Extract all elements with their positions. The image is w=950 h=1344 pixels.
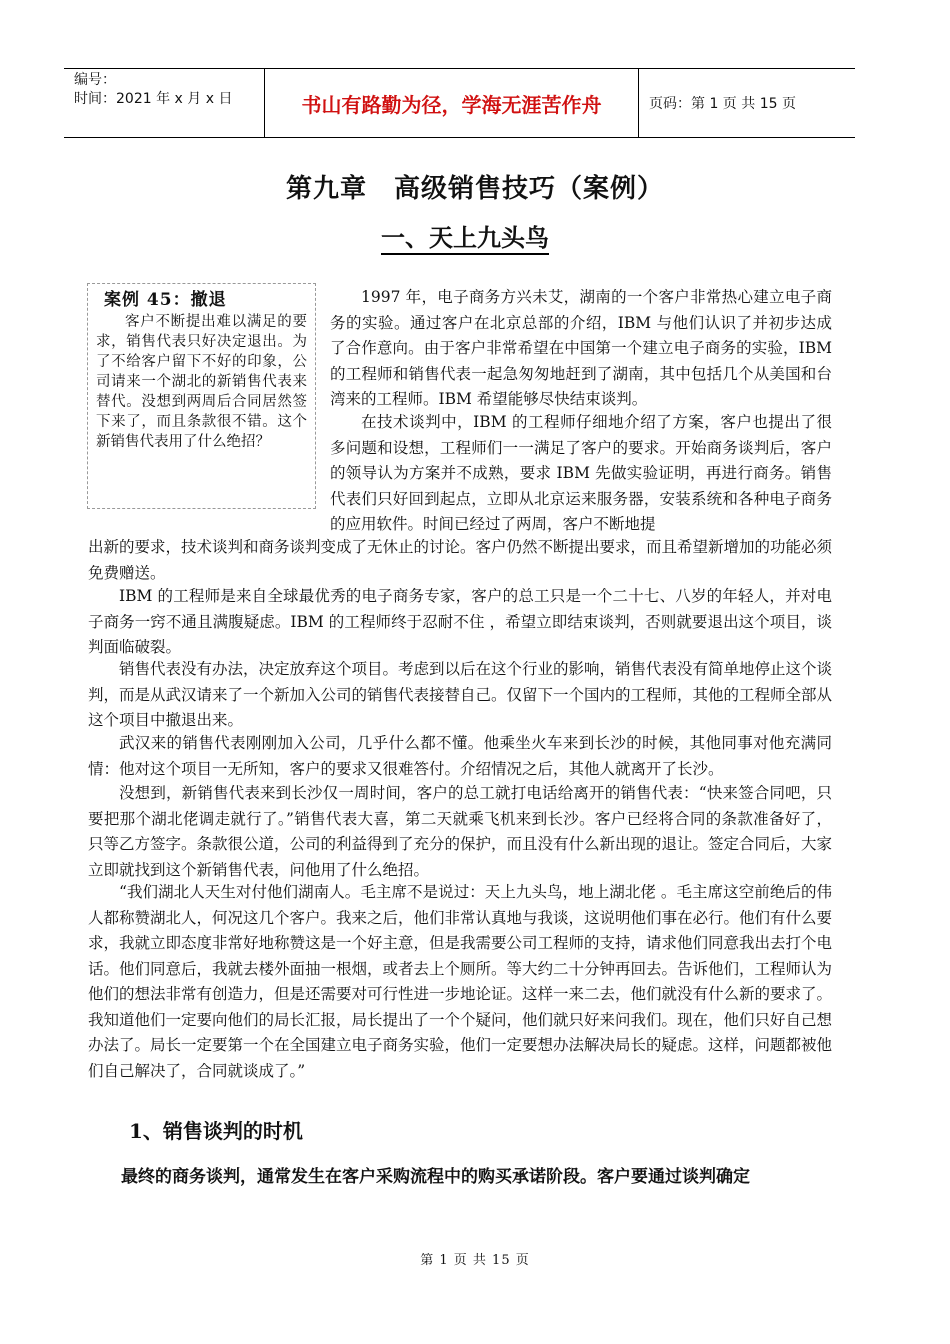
header-meta-cell [64,69,265,137]
paragraph-4: 销售代表没有办法，决定放弃这个项目。考虑到以后在这个行业的影响，销售代表没有简单地停止这个谈判，而是从武汉请来了一个新加入公司的销售代表接替自己。仅留下一个国内的工程师，其他的工程师全部从这个项目中撤退出来。 [88,660,833,729]
date-label: 时间：2021 年 x 月 x 日 [74,91,233,107]
bold-paragraph: 最终的商务谈判，通常发生在客户采购流程中的购买承诺阶段。客户要通过谈判确定 [121,1167,750,1187]
section-title-text: 一、天上九头鸟 [381,223,549,255]
paragraph-6: 没想到，新销售代表来到长沙仅一周时间，客户的总工就打电话给离开的销售代表：“快来签合同吧，只要把那个湖北佬调走就行了。”销售代表大喜，第二天就乘飞机来到长沙。客户已经将合同的条款准备好了，只等乙方签字。条款很公道，公司的利益得到了充分的保护，而且没有什么新出现的退让。签定合同后，大家立即就找到这个新销售代表，问他用了什么绝招。 [88,784,833,879]
paragraph-1: 1997 年，电子商务方兴未艾，湖南的一个客户非常热心建立电子商务的实验。通过客户在北京总部的介绍，IBM 与他们认识了并初步达成了合作意向。由于客户非常希望在中国第一个建立电子商务的实验，IBM 的工程师和销售代表一起急匆匆地赶到了湖南，其中包括几个从美国和台湾来的工程师。IBM 希望能够尽快结束谈判。 [330,288,832,408]
chapter-title: 第九章 高级销售技巧（案例） [285,174,664,204]
paragraph-7: “我们湖北人天生对付他们湖南人。毛主席不是说过：天上九头鸟，地上湖北佬 。毛主席这空前绝后的伟人都称赞湖北人，何况这几个客户。我来之后，他们非常认真地与我谈，这说明他们事在必行。他们有什么要求，我就立即态度非常好地称赞这是一个好主意，但是我需要公司工程师的支持，请求他们同意我出去打个电话。他们同意后，我就去楼外面抽一根烟，或者去上个厕所。等大约二十分钟再回去。告诉他们，工程师认为他们的想法非常有创造力，但是还需要对可行性进一步地论证。这样一来二去，他们就没有什么新的要求了。我知道他们一定要向他们的局长汇报，局长提出了一个个疑问，他们就只好来问我们。现在，他们只好自己想办法了。局长一定要第一个在全国建立电子商务实验，他们一定要想办法解决局长的疑虑。这样，问题都被他们自己解决了，合同就谈成了。” [88,883,833,1080]
case-box [87,283,316,509]
subheading: 1、销售谈判的时机 [129,1119,303,1143]
paragraph-5: 武汉来的销售代表刚刚加入公司，几乎什么都不懂。他乘坐火车来到长沙的时候，其他同事对他充满同情：他对这个项目一无所知，客户的要求又很难答付。介绍情况之后，其他人就离开了长沙。 [88,734,832,778]
paragraph-3: IBM 的工程师是来自全球最优秀的电子商务专家，客户的总工只是一个二十七、八岁的年轻人，并对电子商务一窍不通且满腹疑虑。IBM 的工程师终于忍耐不住 ，希望立即结束谈判，否则就要退出这个项目，谈判面临破裂。 [88,587,832,656]
section-title [0,218,930,253]
page-footer: 第 1 页 共 15 页 [420,1253,530,1268]
paragraph-2a: 在技术谈判中，IBM 的工程师仔细地介绍了方案，客户也提出了很多问题和设想，工程师们一一满足了客户的要求。开始商务谈判后，客户的领导认为方案并不成熟，要求 IBM 先做实验证明，再进行商务。销售代表们只好回到起点，立即从北京运来服务器，安装系统和各种电子商务的应用软件。时间已经过了两周，客户不断地提 [330,413,832,533]
header-table [64,68,855,138]
motto: 书山有路勤为径，学海无涯苦作舟 [265,69,639,137]
case-title: 案例 45：撤退 [104,290,227,310]
page-indicator: 页码：第 1 页 共 15 页 [649,96,796,112]
serial-number-label: 编号： [74,72,116,88]
case-body: 客户不断提出难以满足的要求，销售代表只好决定退出。为了不给客户留下不好的印象，公司请来一个湖北的新销售代表来替代。没想到两周后合同居然签下来了，而且条款很不错。这个新销售代表用了什么绝招？ [96,314,307,450]
paragraph-2b: 出新的要求，技术谈判和商务谈判变成了无休止的讨论。客户仍然不断提出要求，而且希望新增加的功能必须免费赠送。 [88,538,833,582]
